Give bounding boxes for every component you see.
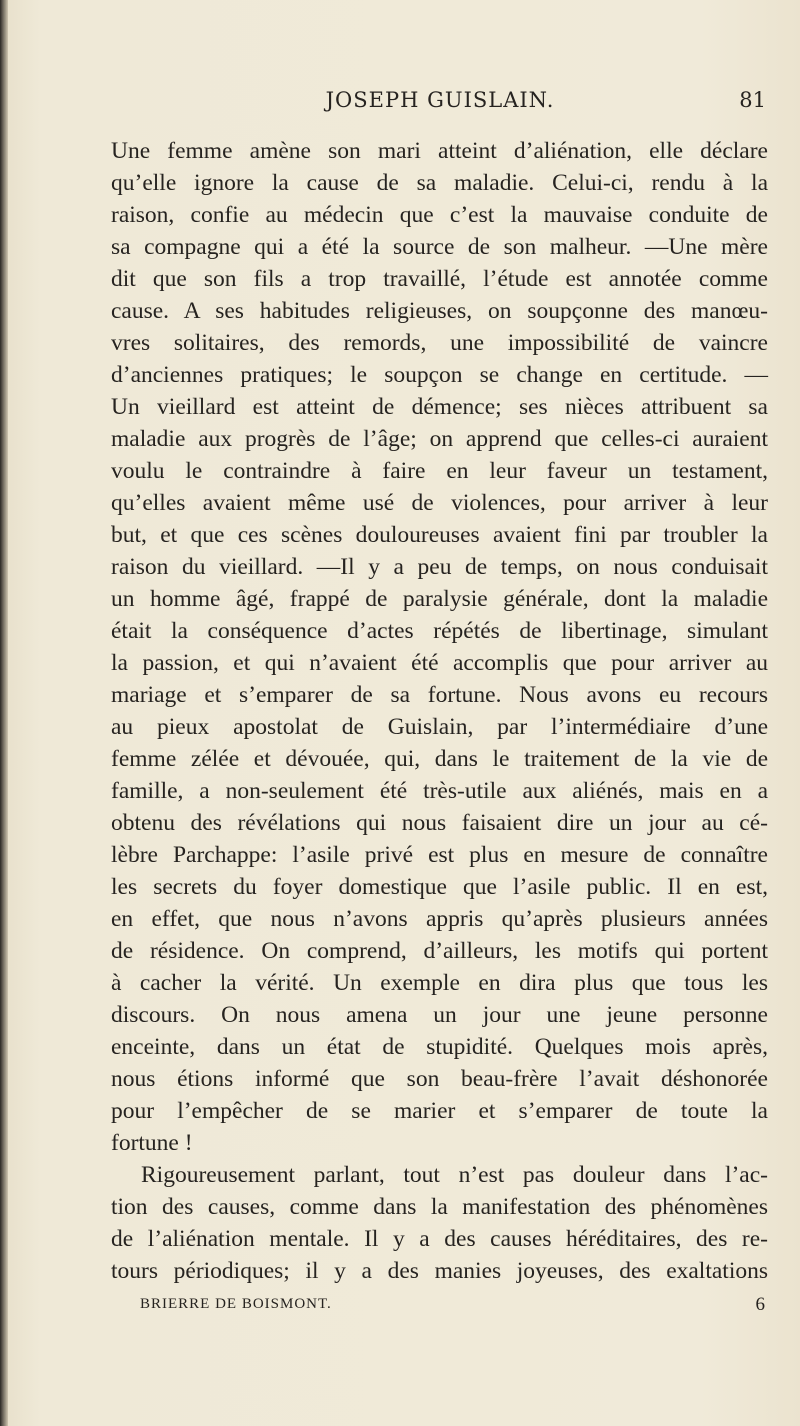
page-number: 81 [739, 88, 766, 112]
text-line: d’anciennes pratiques; le soupçon se change en certitude. — [111, 362, 768, 388]
text-line: raison du vieillard. —Il y a peu de temps, on nous conduisait [111, 554, 768, 580]
text-line: était la conséquence d’actes répétés de libertinage, simulant [111, 618, 768, 644]
running-title: JOSEPH GUISLAIN. [325, 88, 555, 112]
text-line: Une femme amène son mari atteint d’aliénation, elle déclare [111, 138, 768, 164]
text-line: dit que son fils a trop travaillé, l’étude est annotée comme [111, 266, 768, 292]
page-footer [140, 1294, 765, 1318]
text-line: la passion, et qui n’avaient été accomplis que pour arriver au [111, 650, 768, 676]
body-text [111, 135, 768, 1287]
text-line: au pieux apostolat de Guislain, par l’intermédiaire d’une [111, 714, 768, 740]
text-line: tion des causes, comme dans la manifestation des phénomènes [111, 1194, 768, 1220]
text-line: discours. On nous amena un jour une jeune personne [111, 1002, 768, 1028]
text-line: un homme âgé, frappé de paralysie générale, dont la maladie [111, 586, 768, 612]
text-line: mariage et s’emparer de sa fortune. Nous avons eu recours [111, 682, 768, 708]
text-line: voulu le contraindre à faire en leur faveur un testament, [111, 458, 768, 484]
text-line: nous étions informé que son beau-frère l’avait déshonorée [111, 1066, 768, 1092]
text-line: lèbre Parchappe: l’asile privé est plus en mesure de connaître [111, 842, 768, 868]
text-line: qu’elle ignore la cause de sa maladie. Celui-ci, rendu à la [111, 170, 768, 196]
sheet-number: 6 [755, 1294, 765, 1315]
text-line: enceinte, dans un état de stupidité. Quelques mois après, [111, 1034, 768, 1060]
text-line: tours périodiques; il y a des manies joyeuses, des exaltations [111, 1258, 768, 1284]
text-line: famille, a non-seulement été très-utile aux aliénés, mais en a [111, 778, 768, 804]
text-line: fortune ! [111, 1130, 193, 1156]
text-line: de résidence. On comprend, d’ailleurs, les motifs qui portent [111, 938, 768, 964]
text-line: Rigoureusement parlant, tout n’est pas douleur dans l’ac- [141, 1162, 768, 1188]
text-line: à cacher la vérité. Un exemple en dira plus que tous les [111, 970, 768, 996]
text-line: obtenu des révélations qui nous faisaient dire un jour au cé- [111, 810, 768, 836]
page-header [110, 88, 770, 118]
text-line: qu’elles avaient même usé de violences, pour arriver à leur [111, 490, 768, 516]
text-line: Un vieillard est atteint de démence; ses nièces attribuent sa [111, 394, 768, 420]
text-line: femme zélée et dévouée, qui, dans le traitement de la vie de [111, 746, 768, 772]
printer-signature: BRIERRE DE BOISMONT. [140, 1296, 332, 1312]
text-line: en effet, que nous n’avons appris qu’après plusieurs années [111, 906, 768, 932]
text-line: cause. A ses habitudes religieuses, on soupçonne des manœu- [111, 298, 768, 324]
text-line: but, et que ces scènes douloureuses avaient fini par troubler la [111, 522, 768, 548]
text-line: de l’aliénation mentale. Il y a des causes héréditaires, des re- [111, 1226, 768, 1252]
text-line: sa compagne qui a été la source de son malheur. —Une mère [111, 234, 768, 260]
text-line: les secrets du foyer domestique que l’asile public. Il en est, [111, 874, 768, 900]
text-line: maladie aux progrès de l’âge; on apprend que celles-ci auraient [111, 426, 768, 452]
text-line: raison, confie au médecin que c’est la mauvaise conduite de [111, 202, 768, 228]
text-line: vres solitaires, des remords, une impossibilité de vaincre [111, 330, 768, 356]
text-line: pour l’empêcher de se marier et s’emparer de toute la [111, 1098, 768, 1124]
binding-edge [0, 0, 8, 1426]
